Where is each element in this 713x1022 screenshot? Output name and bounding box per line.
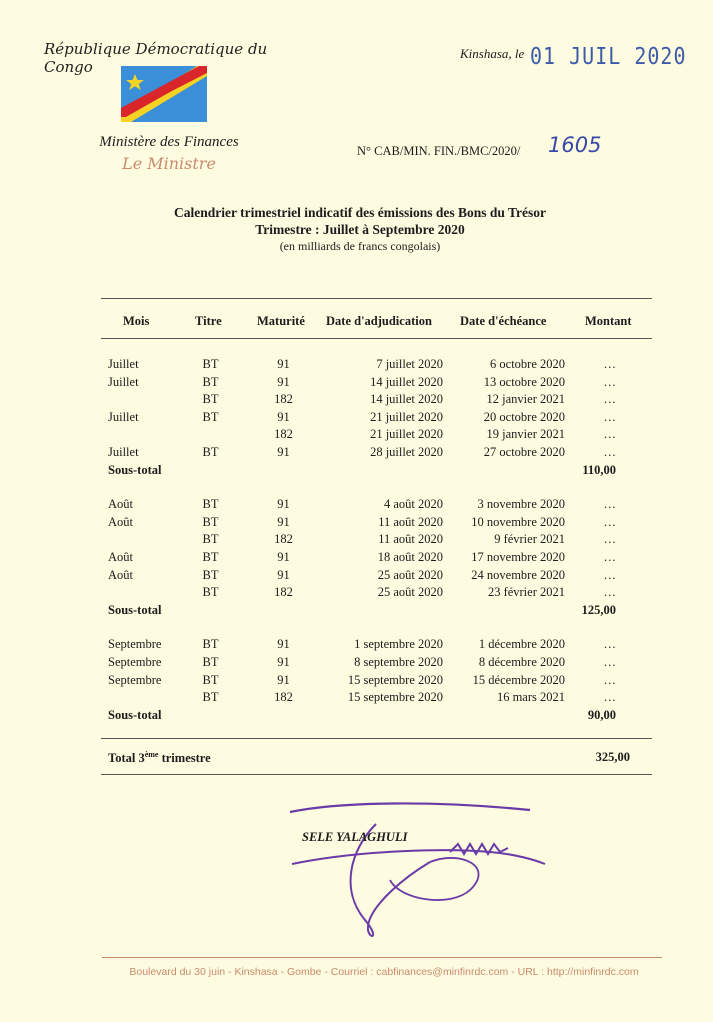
header-maturite: Maturité (257, 314, 305, 328)
cell-montant: … (603, 444, 616, 459)
cell-montant: … (603, 497, 616, 512)
table-top-rule (101, 298, 652, 299)
cell-montant: … (603, 374, 616, 389)
cell-echeance: 1 décembre 2020 (478, 637, 565, 652)
row-spacer (101, 620, 652, 637)
table-row (101, 585, 652, 603)
cell-montant: … (603, 532, 616, 547)
cell-titre: BT (202, 374, 219, 389)
cell-montant: … (603, 567, 616, 582)
cell-adjudication: 21 juillet 2020 (370, 409, 443, 424)
cell-mois: Août (108, 567, 133, 582)
table-row (101, 497, 652, 515)
header-mois: Mois (123, 314, 150, 328)
footer-rule (102, 957, 662, 958)
ministry-name: Ministère des Finances (99, 134, 239, 150)
cell-maturite: 91 (277, 497, 290, 512)
cell-echeance: 10 novembre 2020 (471, 514, 565, 529)
cell-adjudication: 28 juillet 2020 (370, 444, 443, 459)
minister-title: Le Ministre (122, 154, 216, 173)
cell-echeance: 9 février 2021 (494, 532, 565, 547)
total-bottom-rule (101, 774, 652, 775)
cell-mois: Sous-total (108, 707, 162, 722)
cell-adjudication: 11 août 2020 (378, 514, 443, 529)
cell-maturite: 91 (277, 357, 290, 371)
table-row (101, 673, 652, 691)
cell-titre: BT (202, 357, 219, 371)
place-label: Kinshasa, le (460, 46, 525, 61)
total-top-rule (101, 738, 652, 739)
cell-adjudication: 15 septembre 2020 (347, 672, 443, 687)
header-montant: Montant (585, 314, 632, 328)
cell-titre: BT (202, 637, 219, 652)
cell-mois: Septembre (108, 637, 162, 652)
reference-number: 1605 (548, 133, 602, 157)
signature-icon (280, 790, 560, 940)
cell-maturite: 182 (274, 427, 293, 442)
cell-maturite: 182 (274, 532, 293, 547)
cell-titre: BT (202, 690, 219, 705)
republic-heading: République Démocratique du Congo (44, 40, 268, 76)
subtotal-row (101, 603, 652, 621)
cell-echeance: 20 octobre 2020 (483, 409, 565, 424)
cell-maturite: 91 (277, 409, 290, 424)
cell-echeance: 17 novembre 2020 (471, 549, 565, 564)
title-line-1: Calendrier trimestriel indicatif des émissions des Bons du Trésor (174, 205, 546, 220)
cell-mois: Août (108, 514, 133, 529)
cell-mois: Août (108, 549, 133, 564)
cell-montant: … (603, 514, 616, 529)
cell-montant: … (603, 549, 616, 564)
cell-titre: BT (202, 532, 219, 547)
row-spacer (101, 480, 652, 497)
cell-titre: BT (202, 444, 219, 459)
cell-montant: … (603, 672, 616, 687)
cell-montant: 125,00 (581, 602, 616, 617)
cell-mois: Juillet (108, 357, 139, 371)
cell-montant: 90,00 (587, 707, 616, 722)
title-line-3: (en milliards de francs congolais) (279, 239, 441, 253)
total-label: Total 3ème trimestre (108, 750, 211, 766)
cell-echeance: 15 décembre 2020 (472, 672, 565, 687)
issuance-table (101, 357, 652, 725)
cell-titre: BT (202, 497, 219, 512)
cell-maturite: 91 (277, 672, 290, 687)
cell-maturite: 91 (277, 549, 290, 564)
cell-maturite: 182 (274, 392, 293, 407)
cell-montant: … (603, 409, 616, 424)
cell-titre: BT (202, 672, 219, 687)
cell-montant: … (603, 427, 616, 442)
cell-titre: BT (202, 549, 219, 564)
cell-adjudication: 4 août 2020 (383, 497, 443, 512)
drc-flag-icon (121, 66, 207, 122)
cell-echeance: 8 décembre 2020 (478, 654, 565, 669)
cell-maturite: 91 (277, 637, 290, 652)
cell-adjudication: 15 septembre 2020 (347, 690, 443, 705)
cell-maturite: 182 (274, 585, 293, 600)
total-value: 325,00 (595, 750, 630, 764)
cell-echeance: 6 octobre 2020 (490, 357, 565, 371)
cell-maturite: 91 (277, 444, 290, 459)
cell-adjudication: 1 septembre 2020 (354, 637, 443, 652)
table-row (101, 532, 652, 550)
table-row (101, 550, 652, 568)
cell-adjudication: 8 septembre 2020 (354, 654, 443, 669)
table-row (101, 568, 652, 586)
subtotal-row (101, 463, 652, 481)
cell-maturite: 182 (274, 690, 293, 705)
table-row (101, 392, 652, 410)
reference-prefix: N° CAB/MIN. FIN./BMC/2020/ (357, 144, 521, 158)
table-row (101, 515, 652, 533)
header-titre: Titre (195, 314, 222, 328)
cell-montant: … (603, 392, 616, 407)
cell-mois: Sous-total (108, 602, 162, 617)
cell-titre: BT (202, 654, 219, 669)
cell-titre: BT (202, 392, 219, 407)
table-row (101, 655, 652, 673)
title-line-2: Trimestre : Juillet à Septembre 2020 (255, 222, 465, 237)
cell-echeance: 19 janvier 2021 (486, 427, 565, 442)
cell-mois: Septembre (108, 654, 162, 669)
cell-echeance: 27 octobre 2020 (483, 444, 565, 459)
cell-maturite: 91 (277, 654, 290, 669)
subtotal-row (101, 708, 652, 726)
cell-titre: BT (202, 409, 219, 424)
cell-maturite: 91 (277, 374, 290, 389)
cell-mois: Septembre (108, 672, 162, 687)
cell-montant: … (603, 637, 616, 652)
table-header-rule (101, 338, 652, 339)
table-row (101, 637, 652, 655)
cell-adjudication: 11 août 2020 (378, 532, 443, 547)
cell-titre: BT (202, 585, 219, 600)
cell-montant: … (603, 690, 616, 705)
footer-address: Boulevard du 30 juin - Kinshasa - Gombe - Courriel : cabfinances@minfinrdc.com - URL : http://minfinrdc.com (129, 966, 639, 978)
cell-mois: Juillet (108, 444, 139, 459)
cell-echeance: 16 mars 2021 (496, 690, 565, 705)
cell-montant: … (603, 585, 616, 600)
table-row (101, 375, 652, 393)
table-row (101, 427, 652, 445)
table-row (101, 690, 652, 708)
cell-adjudication: 7 juillet 2020 (376, 357, 443, 371)
document-title (100, 204, 620, 254)
cell-adjudication: 25 août 2020 (377, 567, 443, 582)
cell-echeance: 12 janvier 2021 (486, 392, 565, 407)
signatory-name: SELE YALAGHULI (302, 830, 408, 844)
cell-montant: … (603, 357, 616, 371)
cell-echeance: 24 novembre 2020 (471, 567, 565, 582)
header-echeance: Date d'échéance (460, 314, 547, 328)
cell-adjudication: 18 août 2020 (377, 549, 443, 564)
cell-mois: Août (108, 497, 133, 512)
header-adjudication: Date d'adjudication (326, 314, 432, 328)
table-row (101, 445, 652, 463)
cell-echeance: 23 février 2021 (487, 585, 565, 600)
cell-adjudication: 25 août 2020 (377, 585, 443, 600)
cell-maturite: 91 (277, 567, 290, 582)
cell-mois: Sous-total (108, 462, 162, 477)
cell-echeance: 13 octobre 2020 (483, 374, 565, 389)
date-stamp: 01 JUIL 2020 (530, 42, 687, 70)
cell-adjudication: 14 juillet 2020 (370, 374, 443, 389)
cell-montant: … (603, 654, 616, 669)
cell-maturite: 91 (277, 514, 290, 529)
cell-adjudication: 14 juillet 2020 (370, 392, 443, 407)
cell-adjudication: 21 juillet 2020 (370, 427, 443, 442)
cell-echeance: 3 novembre 2020 (477, 497, 565, 512)
cell-mois: Juillet (108, 409, 139, 424)
cell-titre: BT (202, 514, 219, 529)
table-row (101, 357, 652, 375)
cell-titre: BT (202, 567, 219, 582)
cell-mois: Juillet (108, 374, 139, 389)
cell-montant: 110,00 (582, 462, 616, 477)
table-row (101, 410, 652, 428)
